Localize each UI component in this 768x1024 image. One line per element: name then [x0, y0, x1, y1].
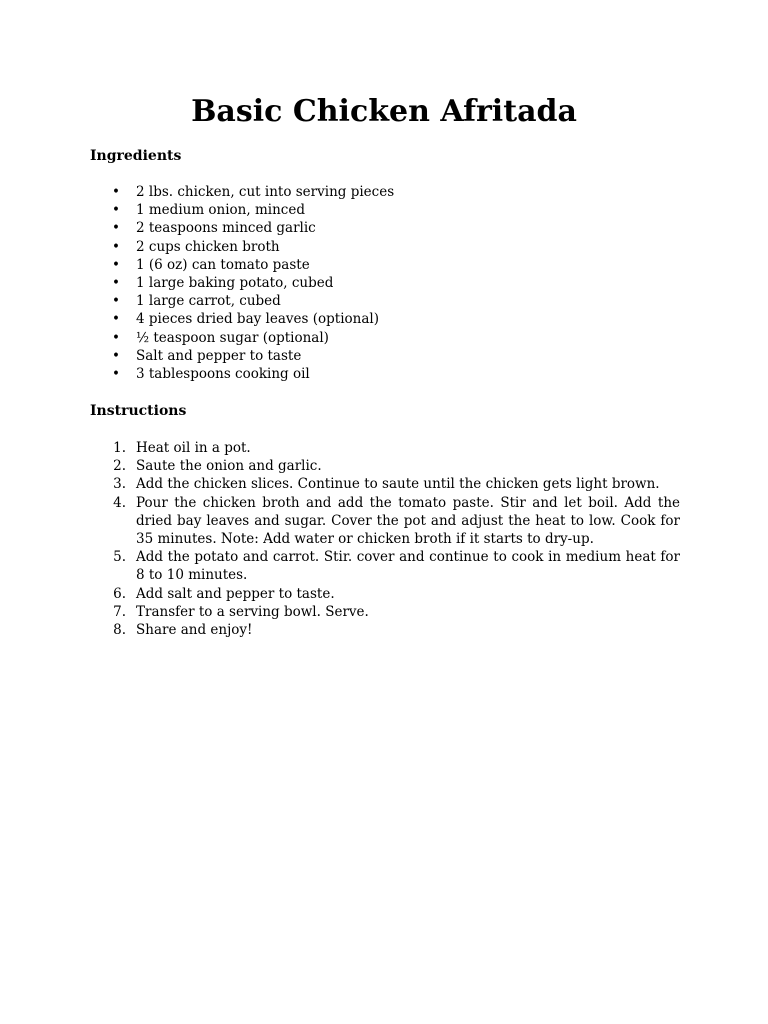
list-item [90, 475, 680, 493]
step-text: Add the chicken slices. Continue to saute until the chicken gets light brown. [136, 476, 660, 493]
step-number: 3. [113, 476, 126, 493]
list-item [90, 183, 680, 201]
step-number: 6. [113, 585, 126, 602]
list-item [90, 219, 680, 237]
step-text: Saute the onion and garlic. [136, 458, 322, 475]
ingredients-heading: Ingredients [90, 148, 182, 164]
step-number: 8. [113, 622, 126, 639]
step-number: 1. [113, 440, 126, 456]
step-number: 5. [113, 549, 126, 566]
instructions-list [90, 439, 680, 639]
list-item [90, 274, 680, 292]
list-item [90, 603, 680, 621]
ingredient-text: 2 teaspoons minced garlic [136, 220, 316, 237]
ingredient-text: 2 lbs. chicken, cut into serving pieces [136, 184, 395, 200]
ingredient-text: 1 large carrot, cubed [136, 293, 281, 310]
step-text: Share and enjoy! [136, 622, 253, 639]
list-item [90, 201, 680, 219]
list-item [90, 256, 680, 274]
list-item [90, 621, 680, 639]
bullet-marker: • [112, 238, 120, 255]
list-item [90, 238, 680, 256]
step-number: 2. [113, 458, 126, 475]
bullet-marker: • [112, 202, 120, 219]
step-text: Transfer to a serving bowl. Serve. [136, 603, 369, 620]
list-item [90, 585, 680, 603]
step-text: Add salt and pepper to taste. [136, 585, 335, 602]
list-item [90, 548, 680, 584]
bullet-marker: • [112, 311, 120, 328]
list-item [90, 347, 680, 365]
list-item [90, 494, 680, 549]
bullet-marker: • [112, 184, 120, 200]
page-title: Basic Chicken Afritada [191, 94, 577, 129]
list-item [90, 365, 680, 383]
list-item [90, 439, 680, 457]
ingredient-text: 1 medium onion, minced [136, 202, 305, 219]
bullet-marker: • [112, 220, 120, 237]
ingredients-list [90, 183, 680, 383]
step-text: Add the potato and carrot. Stir. cover and continue to cook in medium heat for 8 to 10 minutes. [136, 549, 680, 584]
ingredient-text: 1 (6 oz) can tomato paste [136, 256, 310, 273]
ingredient-text: 3 tablespoons cooking oil [136, 366, 310, 383]
list-item [90, 292, 680, 310]
bullet-marker: • [112, 347, 120, 364]
list-item [90, 310, 680, 328]
bullet-marker: • [112, 256, 120, 273]
bullet-marker: • [112, 275, 120, 292]
bullet-marker: • [112, 329, 120, 346]
ingredient-text: 1 large baking potato, cubed [136, 275, 334, 292]
step-text: Heat oil in a pot. [136, 440, 251, 456]
list-item [90, 457, 680, 475]
step-text: Pour the chicken broth and add the tomato paste. Stir and let boil. Add the dried bay leaves and sugar. Cover the pot and adjust the heat to low. Cook for 35 minutes. Note: Add water or chicken broth if it starts to dry-up. [136, 494, 680, 548]
bullet-marker: • [112, 293, 120, 310]
ingredient-text: 4 pieces dried bay leaves (optional) [136, 311, 379, 328]
ingredient-text: Salt and pepper to taste [136, 347, 302, 364]
step-number: 7. [113, 603, 126, 620]
bullet-marker: • [112, 366, 120, 383]
instructions-heading: Instructions [90, 403, 187, 419]
ingredient-text: ½ teaspoon sugar (optional) [136, 329, 329, 346]
step-number: 4. [113, 494, 126, 511]
list-item [90, 329, 680, 347]
ingredient-text: 2 cups chicken broth [136, 238, 280, 255]
